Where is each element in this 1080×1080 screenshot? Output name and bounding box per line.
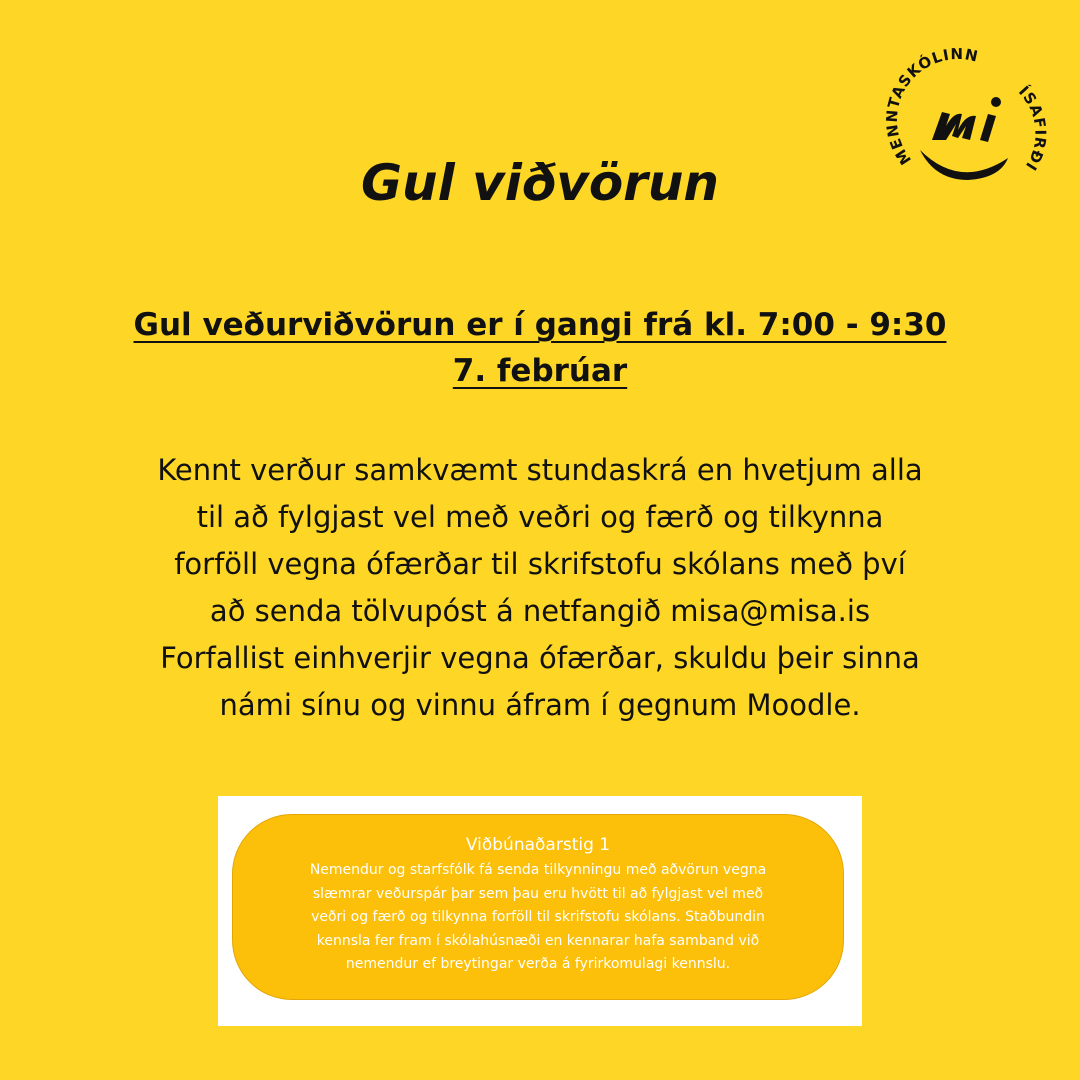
card-line: Nemendur og starfsfólk fá senda tilkynningu með aðvörun vegna [309, 862, 767, 878]
body-line: Forfallist einhverjir vegna ófærðar, skuldu þeir sinna [160, 641, 920, 675]
announcement-body [90, 447, 990, 729]
body-line: til að fylgjast vel með veðri og færð og tilkynna [196, 500, 884, 534]
card-line: kennsla fer fram í skólahúsnæði en kennarar hafa samband við [316, 932, 760, 949]
body-line: námi sínu og vinnu áfram í gegnum Moodle. [219, 688, 861, 722]
body-line: forföll vegna ófærðar til skrifstofu skólans með því [174, 547, 906, 581]
logo-text-top: MENNTASKÓLINN [882, 44, 981, 169]
preparedness-title: Viðbúnaðarstig 1 [465, 835, 611, 855]
logo-text-right: ÍSAFIRÐI [1015, 82, 1050, 175]
warning-subtitle-line2: 7. febrúar [452, 353, 628, 389]
body-line: að senda tölvupóst á netfangið misa@misa.is [209, 594, 871, 628]
preparedness-pill [232, 814, 844, 1000]
logo-mark-text: mi [964, 140, 966, 141]
card-line: veðri og færð og tilkynna forföll til skrifstofu skólans. Staðbundin [311, 909, 765, 925]
logo-mi-mark [932, 112, 976, 140]
warning-subtitle-line1: Gul veðurviðvörun er í gangi frá kl. 7:00 - 9:30 [133, 307, 947, 343]
body-line: Kennt verður samkvæmt stundaskrá en hvetjum alla [157, 453, 923, 487]
page-title: Gul viðvörun [360, 154, 720, 212]
warning-subtitle [100, 302, 980, 394]
card-line: slæmrar veðurspár þar sem þau eru hvött til að fylgjast vel með [312, 885, 764, 902]
preparedness-text [233, 859, 843, 977]
preparedness-card [218, 796, 862, 1026]
card-line: nemendur ef breytingar verða á fyrirkomulagi kennslu. [345, 956, 731, 972]
